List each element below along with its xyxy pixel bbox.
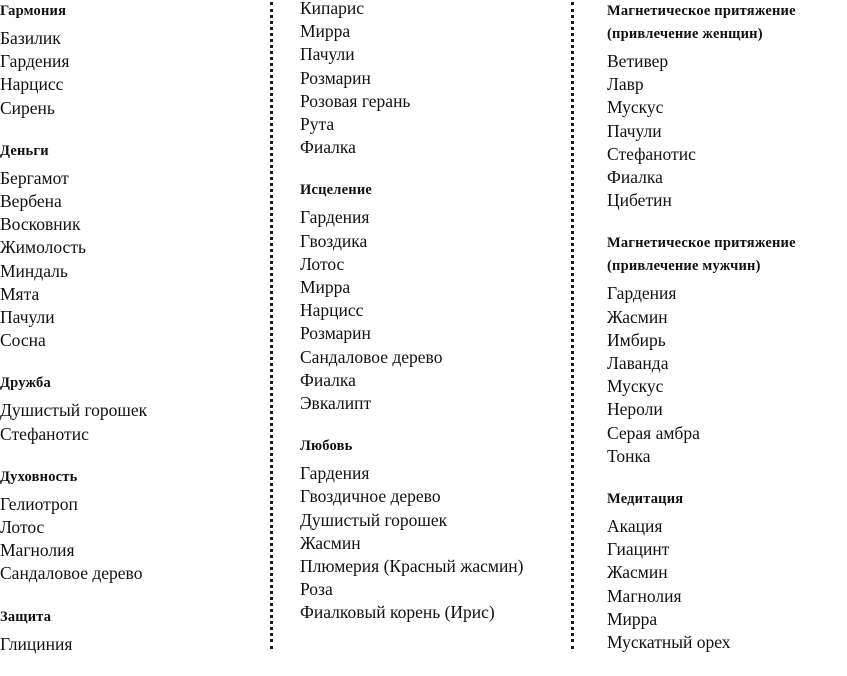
- category-section: [0, 372, 262, 445]
- ingredient-item: Лаванда: [607, 353, 669, 374]
- ingredient-list: [0, 167, 262, 353]
- ingredient-item: Стефанотис: [607, 143, 696, 164]
- ingredient-item: Мускатный орех: [607, 632, 731, 653]
- category-heading: Магнетическое притяжение (привлечение женщин): [607, 3, 796, 42]
- ingredient-item: Фиалковый корень (Ирис): [300, 602, 495, 623]
- ingredient-item: Акация: [607, 516, 663, 537]
- column-right: [607, 0, 847, 674]
- category-section: [607, 0, 847, 212]
- ingredient-item: Нарцисс: [0, 74, 64, 95]
- ingredient-item: Магнолия: [0, 540, 75, 561]
- ingredient-list: [0, 27, 262, 120]
- ingredient-item: Плюмерия (Красный жасмин): [300, 556, 524, 577]
- ingredient-item: Восковник: [0, 214, 81, 235]
- category-section: [607, 232, 847, 468]
- ingredient-list: [0, 493, 262, 586]
- column-left: [0, 0, 262, 676]
- ingredient-item: Магнолия: [607, 585, 682, 606]
- ingredient-list: [300, 462, 562, 624]
- ingredient-item: Имбирь: [607, 329, 666, 350]
- ingredient-list: [607, 50, 847, 212]
- ingredient-item: Тонка: [607, 445, 651, 466]
- ingredient-item: Лавр: [607, 74, 644, 95]
- ingredient-list: [300, 0, 562, 159]
- ingredient-item: Фиалка: [300, 137, 356, 158]
- category-section: [0, 466, 262, 586]
- ingredient-item: Гардения: [300, 463, 370, 484]
- ingredient-item: Жасмин: [300, 532, 361, 553]
- ingredient-item: Сандаловое дерево: [0, 563, 143, 584]
- ingredient-item: Нарцисс: [300, 300, 364, 321]
- category-heading: Любовь: [300, 438, 353, 455]
- category-section: [607, 488, 847, 654]
- ingredient-item: Сирень: [0, 97, 55, 118]
- ingredient-item: Жасмин: [607, 306, 668, 327]
- ingredient-item: Кипарис: [300, 0, 365, 18]
- ingredient-list: [300, 206, 562, 415]
- ingredient-list: [0, 399, 262, 445]
- ingredient-item: Миндаль: [0, 260, 68, 281]
- ingredient-item: Душистый горошек: [0, 400, 148, 421]
- category-heading: Магнетическое притяжение (привлечение мужчин): [607, 235, 796, 275]
- category-section: [0, 140, 262, 353]
- ingredient-item: Жимолость: [0, 237, 86, 258]
- ingredient-item: Фиалка: [300, 369, 356, 390]
- ingredient-item: Лотос: [0, 517, 45, 538]
- ingredient-item: Розмарин: [300, 323, 371, 344]
- category-heading: Медитация: [607, 491, 684, 508]
- ingredient-item: Гелиотроп: [0, 493, 78, 514]
- ingredient-item: Гардения: [607, 283, 677, 304]
- ingredient-item: Мирра: [607, 608, 658, 629]
- ingredient-item: Мирра: [300, 277, 351, 298]
- category-heading: Защита: [0, 608, 52, 625]
- ingredient-item: Нероли: [607, 399, 663, 420]
- dotted-divider-right: [571, 2, 574, 649]
- category-section: [300, 435, 562, 624]
- ingredient-item: Рута: [300, 114, 335, 135]
- column-middle: [300, 0, 562, 645]
- ingredient-item: Цибетин: [607, 190, 672, 211]
- ingredient-item: Пачули: [0, 307, 55, 328]
- category-heading: Исцеление: [300, 182, 373, 199]
- ingredient-item: Розмарин: [300, 67, 371, 88]
- category-heading: Деньги: [0, 142, 49, 159]
- ingredient-item: Серая амбра: [607, 422, 700, 443]
- ingredient-list: [607, 282, 847, 468]
- ingredient-item: Стефанотис: [0, 423, 89, 444]
- category-heading: Дружба: [0, 375, 51, 392]
- ingredient-item: Гардения: [300, 207, 370, 228]
- category-section: [0, 0, 262, 120]
- ingredient-item: Розовая герань: [300, 90, 411, 111]
- ingredient-item: Душистый горошек: [300, 509, 448, 530]
- ingredient-item: Мускус: [607, 376, 664, 397]
- ingredient-item: Пачули: [607, 120, 662, 141]
- ingredient-item: Гвоздика: [300, 230, 368, 251]
- ingredient-item: Глициния: [0, 633, 73, 654]
- ingredient-item: Гвоздичное дерево: [300, 486, 441, 507]
- ingredient-item: Гиацинт: [607, 539, 670, 560]
- ingredient-item: Вербена: [0, 191, 62, 212]
- ingredient-item: Сандаловое дерево: [300, 346, 443, 367]
- category-section: [300, 179, 562, 415]
- ingredient-item: Роза: [300, 579, 333, 600]
- ingredient-item: Фиалка: [607, 167, 663, 188]
- ingredient-item: Бергамот: [0, 167, 69, 188]
- ingredient-item: Эвкалипт: [300, 393, 372, 414]
- ingredient-item: Лотос: [300, 253, 345, 274]
- ingredient-item: Базилик: [0, 28, 61, 48]
- category-section: [300, 0, 562, 159]
- ingredient-item: Гардения: [0, 51, 70, 72]
- ingredient-item: Мята: [0, 283, 40, 304]
- ingredient-item: Жасмин: [607, 562, 668, 583]
- category-heading: Духовность: [0, 468, 78, 485]
- category-heading: Гармония: [0, 3, 67, 19]
- category-section: [0, 606, 262, 656]
- ingredient-item: Мускус: [607, 97, 664, 118]
- ingredient-item: Пачули: [300, 44, 355, 65]
- dotted-divider-left: [270, 2, 273, 649]
- ingredient-item: Сосна: [0, 330, 46, 351]
- ingredient-item: Мирра: [300, 21, 351, 42]
- ingredient-list: [607, 515, 847, 654]
- ingredient-item: Ветивер: [607, 51, 669, 71]
- ingredient-list: [0, 633, 262, 656]
